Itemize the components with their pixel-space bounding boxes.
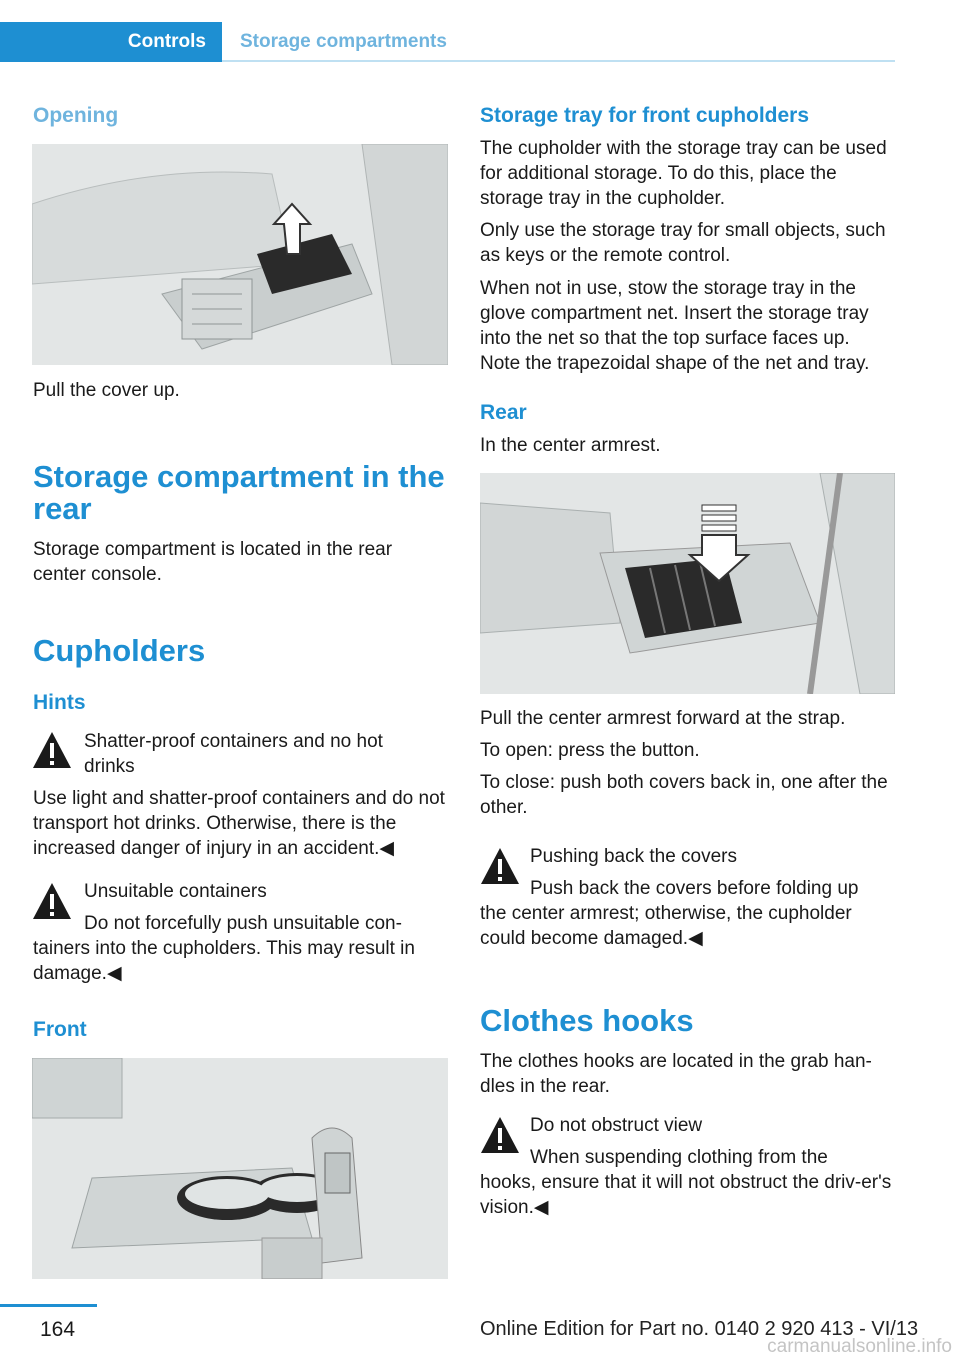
- warning-body-view-a: When suspending clothing from the: [530, 1147, 828, 1168]
- warning-triangle-icon: [480, 846, 520, 886]
- tray-paragraph-1: The cupholder with the storage tray can be used for additional storage. To do this, place the storage tray in the cupholder.: [480, 138, 887, 209]
- pull-armrest-text: Pull the center armrest forward at the strap.: [480, 708, 846, 729]
- warning-triangle-icon: [32, 881, 72, 921]
- hints-heading: Hints: [33, 691, 86, 714]
- rear-armrest-illustration: [480, 473, 895, 694]
- tray-paragraph-2: Only use the storage tray for small objects, such as keys or the remote control.: [480, 220, 886, 266]
- opening-heading: Opening: [33, 104, 119, 127]
- opening-illustration: [32, 144, 448, 365]
- tab-storage-compartments[interactable]: Storage compartments: [240, 31, 447, 52]
- header-tabbar: [0, 22, 895, 62]
- tab-controls[interactable]: Controls: [0, 22, 222, 62]
- warning-body-hot-drinks: Use light and shatter-proof containers and do not transport hot drinks. Otherwise, there is the increased danger of injury in an accident.◀: [33, 788, 445, 859]
- front-cupholder-illustration: [32, 1058, 448, 1279]
- edition-text: Online Edition for Part no. 0140 2 920 413 - VI/13: [480, 1318, 919, 1340]
- clothes-hooks-heading: Clothes hooks: [480, 1003, 694, 1038]
- cupholders-heading: Cupholders: [33, 633, 206, 668]
- rear-heading: Rear: [480, 401, 527, 424]
- warning-triangle-icon: [32, 730, 72, 770]
- tab-underline: [222, 60, 895, 62]
- warning-triangle-icon: [480, 1115, 520, 1155]
- rear-compartment-text: Storage compartment is located in the rear center console.: [33, 539, 393, 585]
- to-open-text: To open: press the button.: [480, 740, 700, 761]
- rear-compartment-heading: Storage compartment in the rear: [33, 459, 445, 526]
- watermark: carmanualsonline.info: [767, 1336, 952, 1357]
- pull-cover-text: Pull the cover up.: [33, 380, 180, 401]
- front-heading: Front: [33, 1018, 87, 1041]
- clothes-hooks-text: The clothes hooks are located in the grab han-dles in the rear.: [480, 1051, 872, 1097]
- warning-body-covers-a: Push back the covers before folding up: [530, 878, 859, 899]
- page-number: 164: [40, 1318, 76, 1341]
- warning-body-view-b: hooks, ensure that it will not obstruct the driv-er's vision.◀: [480, 1172, 892, 1218]
- warning-title-covers: Pushing back the covers: [530, 846, 738, 867]
- warning-body-unsuitable-a: Do not forcefully push unsuitable con-: [84, 913, 402, 934]
- warning-body-unsuitable-b: tainers into the cupholders. This may result in damage.◀: [33, 938, 415, 984]
- warning-title-hot-drinks: Shatter-proof containers and no hot drinks: [84, 731, 383, 777]
- tray-heading: Storage tray for front cupholders: [480, 104, 810, 127]
- tray-paragraph-3: When not in use, stow the storage tray in the glove compartment net. Insert the storage tray into the net so that the top surface faces up. Note the trapezoidal shape of the net and tray.: [480, 278, 870, 374]
- footer-rule: [0, 1304, 97, 1307]
- warning-title-unsuitable: Unsuitable containers: [84, 881, 267, 902]
- rear-text: In the center armrest.: [480, 435, 661, 456]
- warning-body-covers-b: the center armrest; otherwise, the cupholder could become damaged.◀: [480, 903, 852, 949]
- to-close-text: To close: push both covers back in, one after the other.: [480, 772, 888, 818]
- warning-title-view: Do not obstruct view: [530, 1115, 703, 1136]
